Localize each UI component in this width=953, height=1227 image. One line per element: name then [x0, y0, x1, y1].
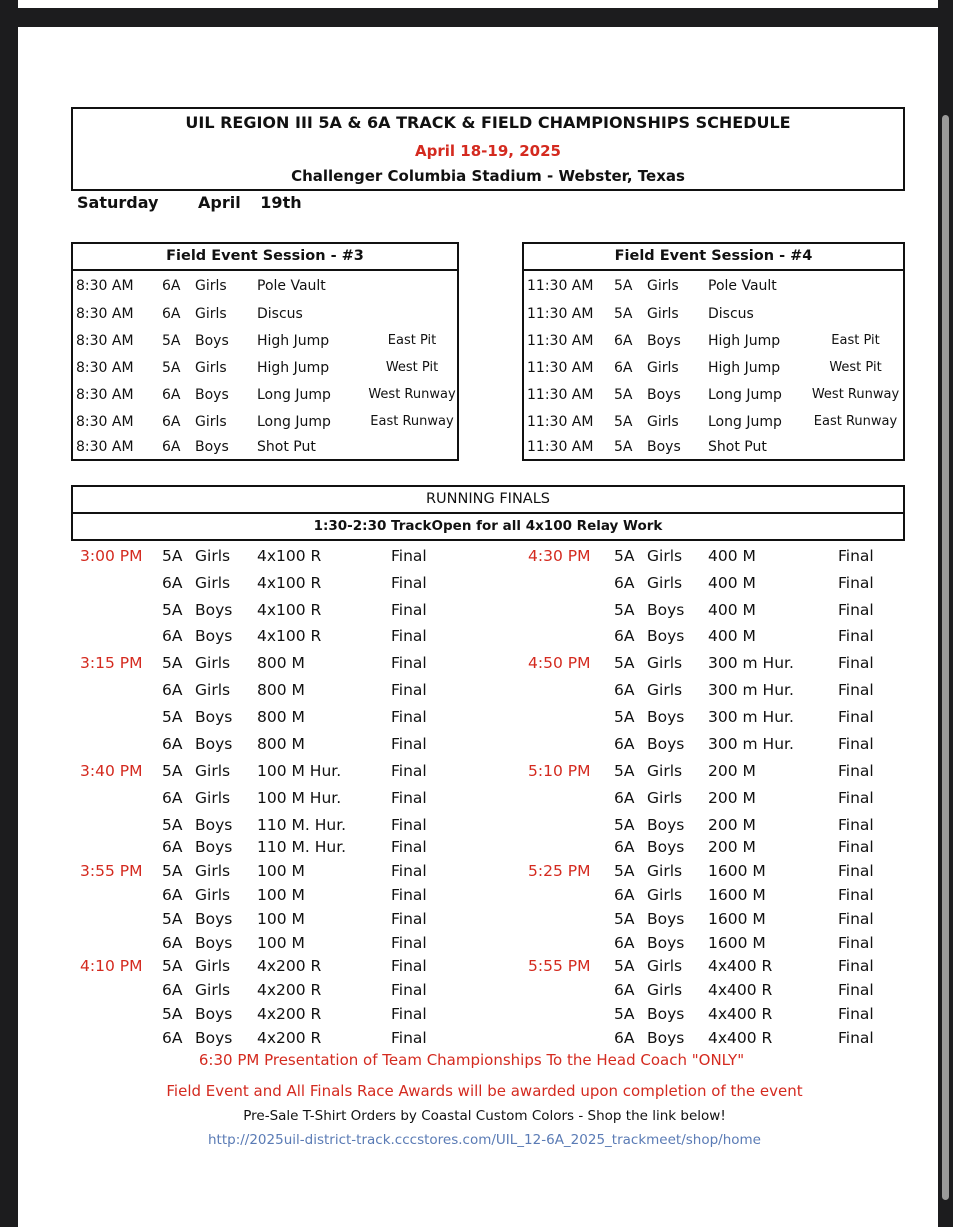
race-round: Final — [838, 627, 874, 645]
race-time: 4:10 PM — [80, 957, 143, 975]
event-class: 5A — [162, 360, 181, 376]
race-class: 6A — [162, 886, 183, 904]
race-round: Final — [391, 934, 427, 952]
field-session-title: Field Event Session - #3 — [166, 248, 364, 264]
race-round: Final — [838, 957, 874, 975]
race-time: 3:15 PM — [80, 654, 143, 672]
race-round: Final — [838, 910, 874, 928]
event-class: 5A — [162, 333, 181, 349]
event-gender: Girls — [195, 414, 227, 430]
race-event: 300 m Hur. — [708, 735, 794, 753]
running-event-row — [0, 957, 953, 975]
race-event: 200 M — [708, 789, 756, 807]
race-gender: Boys — [647, 601, 685, 619]
event-venue: Challenger Columbia Stadium - Webster, Texas — [291, 167, 685, 185]
awards-note: Field Event and All Finals Race Awards will be awarded upon completion of the event — [166, 1082, 803, 1100]
race-event: 200 M — [708, 816, 756, 834]
running-event-row — [0, 934, 953, 952]
event-class: 6A — [162, 278, 181, 294]
race-round: Final — [391, 1005, 427, 1023]
race-class: 5A — [614, 762, 635, 780]
race-gender: Girls — [195, 886, 231, 904]
race-gender: Girls — [195, 681, 231, 699]
race-round: Final — [838, 934, 874, 952]
race-event: 100 M — [257, 910, 305, 928]
race-gender: Boys — [195, 1029, 233, 1047]
field-event-row — [73, 333, 457, 351]
race-round: Final — [838, 886, 874, 904]
race-class: 5A — [614, 654, 635, 672]
race-class: 6A — [614, 681, 635, 699]
event-class: 6A — [162, 387, 181, 403]
event-time: 8:30 AM — [76, 387, 134, 403]
race-class: 6A — [614, 934, 635, 952]
field-session-title: Field Event Session - #4 — [614, 248, 813, 264]
running-event-row — [0, 547, 953, 565]
race-round: Final — [838, 762, 874, 780]
event-time: 8:30 AM — [76, 306, 134, 322]
race-round: Final — [838, 1029, 874, 1047]
race-gender: Boys — [195, 816, 233, 834]
event-time: 8:30 AM — [76, 278, 134, 294]
race-event: 800 M — [257, 708, 305, 726]
race-round: Final — [838, 789, 874, 807]
race-class: 6A — [162, 981, 183, 999]
race-class: 6A — [162, 627, 183, 645]
race-event: 4x200 R — [257, 1005, 322, 1023]
field-event-row — [73, 306, 457, 324]
race-round: Final — [391, 681, 427, 699]
race-round: Final — [838, 574, 874, 592]
race-gender: Girls — [647, 574, 683, 592]
race-gender: Girls — [647, 681, 683, 699]
race-gender: Boys — [195, 708, 233, 726]
event-gender: Boys — [647, 333, 681, 349]
race-event: 300 m Hur. — [708, 681, 794, 699]
race-gender: Girls — [195, 862, 231, 880]
event-name: Long Jump — [257, 387, 331, 403]
event-class: 6A — [162, 439, 181, 455]
race-round: Final — [391, 789, 427, 807]
running-event-row — [0, 601, 953, 619]
event-time: 11:30 AM — [527, 439, 594, 455]
race-gender: Boys — [647, 708, 685, 726]
event-location: West Runway — [811, 387, 900, 402]
race-class: 5A — [614, 1005, 635, 1023]
event-location: East Runway — [813, 414, 898, 429]
event-class: 6A — [614, 360, 633, 376]
race-event: 300 m Hur. — [708, 654, 794, 672]
race-event: 110 M. Hur. — [257, 838, 347, 856]
running-event-row — [0, 735, 953, 753]
event-class: 5A — [614, 278, 633, 294]
running-event-row — [0, 762, 953, 780]
race-gender: Girls — [195, 574, 231, 592]
race-class: 5A — [162, 601, 183, 619]
race-class: 6A — [162, 574, 183, 592]
race-class: 5A — [162, 1005, 183, 1023]
race-class: 6A — [162, 789, 183, 807]
event-location: East Pit — [831, 333, 880, 348]
event-name: High Jump — [257, 333, 330, 349]
race-class: 5A — [162, 762, 183, 780]
race-event: 4x400 R — [708, 1029, 773, 1047]
race-event: 4x100 R — [257, 627, 322, 645]
event-gender: Girls — [195, 278, 227, 294]
event-name: High Jump — [257, 360, 330, 376]
schedule-title: UIL REGION III 5A & 6A TRACK & FIELD CHAMPIONSHIPS SCHEDULE — [185, 113, 791, 132]
race-class: 5A — [614, 601, 635, 619]
running-event-row — [0, 789, 953, 807]
event-time: 8:30 AM — [76, 414, 134, 430]
event-gender: Boys — [195, 333, 229, 349]
race-round: Final — [838, 981, 874, 999]
race-round: Final — [391, 862, 427, 880]
event-name: Discus — [708, 306, 754, 322]
race-time: 3:00 PM — [80, 547, 143, 565]
race-class: 5A — [614, 862, 635, 880]
field-event-row — [524, 306, 903, 324]
race-gender: Girls — [195, 654, 231, 672]
race-event: 4x200 R — [257, 981, 322, 999]
event-name: Long Jump — [708, 387, 782, 403]
event-name: Pole Vault — [257, 278, 326, 294]
event-class: 5A — [614, 387, 633, 403]
race-event: 1600 M — [708, 886, 766, 904]
race-class: 5A — [614, 708, 635, 726]
field-session-4-table — [522, 242, 905, 461]
event-gender: Girls — [647, 278, 679, 294]
event-time: 8:30 AM — [76, 333, 134, 349]
race-event: 4x200 R — [257, 1029, 322, 1047]
race-class: 5A — [162, 816, 183, 834]
field-event-row — [524, 278, 903, 296]
race-class: 5A — [162, 910, 183, 928]
event-time: 11:30 AM — [527, 387, 594, 403]
race-class: 6A — [614, 981, 635, 999]
race-class: 5A — [162, 547, 183, 565]
running-event-row — [0, 1029, 953, 1047]
event-gender: Boys — [647, 439, 681, 455]
race-gender: Girls — [647, 762, 683, 780]
race-time: 5:10 PM — [528, 762, 591, 780]
field-event-row — [73, 439, 457, 457]
event-name: High Jump — [708, 360, 781, 376]
race-class: 6A — [614, 574, 635, 592]
race-time: 5:55 PM — [528, 957, 591, 975]
race-round: Final — [391, 574, 427, 592]
race-round: Final — [391, 735, 427, 753]
race-round: Final — [838, 816, 874, 834]
race-gender: Boys — [647, 627, 685, 645]
previous-page-edge — [18, 0, 938, 8]
field-event-row — [524, 360, 903, 378]
race-round: Final — [838, 838, 874, 856]
race-event: 4x100 R — [257, 601, 322, 619]
field-event-row — [73, 414, 457, 432]
race-class: 5A — [162, 862, 183, 880]
race-event: 100 M — [257, 862, 305, 880]
presentation-note: 6:30 PM Presentation of Team Championships To the Head Coach "ONLY" — [198, 1051, 745, 1069]
race-class: 6A — [614, 886, 635, 904]
race-event: 300 m Hur. — [708, 708, 794, 726]
race-round: Final — [391, 547, 427, 565]
race-round: Final — [391, 886, 427, 904]
race-class: 6A — [162, 1029, 183, 1047]
race-gender: Boys — [647, 1005, 685, 1023]
race-round: Final — [391, 762, 427, 780]
race-event: 4x100 R — [257, 547, 322, 565]
race-gender: Boys — [195, 627, 233, 645]
race-gender: Girls — [647, 789, 683, 807]
race-event: 400 M — [708, 547, 756, 565]
race-gender: Girls — [647, 547, 683, 565]
race-gender: Boys — [647, 838, 685, 856]
race-event: 1600 M — [708, 862, 766, 880]
field-event-row — [524, 333, 903, 351]
race-class: 6A — [162, 681, 183, 699]
event-time: 11:30 AM — [527, 414, 594, 430]
race-event: 200 M — [708, 838, 756, 856]
event-time: 11:30 AM — [527, 306, 594, 322]
race-event: 1600 M — [708, 934, 766, 952]
event-name: Long Jump — [257, 414, 331, 430]
event-name: Shot Put — [257, 439, 316, 455]
race-time: 4:30 PM — [528, 547, 591, 565]
event-class: 5A — [614, 414, 633, 430]
field-event-row — [73, 387, 457, 405]
race-class: 6A — [162, 735, 183, 753]
race-event: 100 M Hur. — [257, 762, 342, 780]
race-class: 6A — [614, 789, 635, 807]
running-event-row — [0, 654, 953, 672]
event-name: Discus — [257, 306, 303, 322]
relay-work-note: 1:30-2:30 TrackOpen for all 4x100 Relay Work — [313, 518, 663, 534]
race-gender: Boys — [195, 735, 233, 753]
field-event-row — [524, 387, 903, 405]
race-class: 5A — [614, 816, 635, 834]
month: April — [198, 193, 241, 212]
running-event-row — [0, 886, 953, 904]
event-name: Pole Vault — [708, 278, 777, 294]
race-gender: Boys — [195, 1005, 233, 1023]
race-event: 400 M — [708, 601, 756, 619]
race-class: 6A — [162, 934, 183, 952]
running-event-row — [0, 627, 953, 645]
race-event: 100 M — [257, 886, 305, 904]
race-event: 4x400 R — [708, 957, 773, 975]
race-gender: Boys — [647, 910, 685, 928]
race-gender: Girls — [195, 762, 231, 780]
tshirt-note: Pre-Sale T-Shirt Orders by Coastal Custom Colors - Shop the link below! — [243, 1108, 726, 1124]
event-gender: Girls — [195, 360, 227, 376]
race-gender: Girls — [195, 957, 231, 975]
event-location: West Runway — [368, 387, 456, 402]
race-time: 4:50 PM — [528, 654, 591, 672]
title-box — [71, 107, 905, 191]
race-event: 4x200 R — [257, 957, 322, 975]
race-round: Final — [391, 910, 427, 928]
race-event: 4x400 R — [708, 981, 773, 999]
event-gender: Boys — [195, 387, 229, 403]
event-time: 11:30 AM — [527, 278, 594, 294]
race-round: Final — [391, 601, 427, 619]
race-round: Final — [391, 627, 427, 645]
race-class: 5A — [614, 547, 635, 565]
race-time: 5:25 PM — [528, 862, 591, 880]
event-class: 6A — [614, 333, 633, 349]
race-class: 5A — [162, 957, 183, 975]
event-name: High Jump — [708, 333, 781, 349]
race-gender: Boys — [647, 735, 685, 753]
race-gender: Boys — [647, 1029, 685, 1047]
event-dates: April 18-19, 2025 — [415, 142, 561, 160]
race-round: Final — [391, 708, 427, 726]
event-location: East Pit — [387, 333, 437, 348]
event-time: 8:30 AM — [76, 439, 134, 455]
race-event: 800 M — [257, 654, 305, 672]
race-gender: Boys — [647, 934, 685, 952]
race-class: 6A — [614, 735, 635, 753]
race-gender: Boys — [195, 601, 233, 619]
event-time: 8:30 AM — [76, 360, 134, 376]
race-round: Final — [391, 816, 427, 834]
event-name: Long Jump — [708, 414, 782, 430]
race-class: 6A — [614, 627, 635, 645]
race-event: 100 M Hur. — [257, 789, 342, 807]
race-round: Final — [838, 862, 874, 880]
race-gender: Girls — [647, 981, 683, 999]
race-gender: Girls — [647, 886, 683, 904]
race-round: Final — [838, 735, 874, 753]
event-location: West Pit — [385, 360, 439, 375]
day-label — [77, 193, 302, 212]
running-event-row — [0, 981, 953, 999]
running-event-row — [0, 708, 953, 726]
race-event: 1600 M — [708, 910, 766, 928]
race-event: 400 M — [708, 627, 756, 645]
race-event: 4x100 R — [257, 574, 322, 592]
event-gender: Boys — [195, 439, 229, 455]
event-time: 11:30 AM — [527, 333, 594, 349]
race-gender: Boys — [195, 910, 233, 928]
race-gender: Boys — [195, 934, 233, 952]
running-event-row — [0, 574, 953, 592]
shop-link[interactable]: http://2025uil-district-track.cccstores.com/UIL_12-6A_2025_trackmeet/shop/home — [207, 1132, 761, 1148]
race-round: Final — [838, 601, 874, 619]
race-round: Final — [391, 981, 427, 999]
race-class: 5A — [162, 654, 183, 672]
running-event-row — [0, 910, 953, 928]
field-session-3-table — [71, 242, 459, 461]
race-event: 800 M — [257, 735, 305, 753]
race-round: Final — [838, 681, 874, 699]
race-round: Final — [838, 708, 874, 726]
race-event: 100 M — [257, 934, 305, 952]
running-event-row — [0, 681, 953, 699]
weekday: Saturday — [77, 193, 159, 212]
event-location: East Runway — [370, 414, 454, 429]
event-gender: Girls — [647, 414, 679, 430]
running-event-row — [0, 1005, 953, 1023]
race-gender: Girls — [195, 789, 231, 807]
running-event-row — [0, 816, 953, 834]
race-round: Final — [391, 838, 427, 856]
field-event-row — [73, 278, 457, 296]
race-gender: Girls — [647, 654, 683, 672]
event-time: 11:30 AM — [527, 360, 594, 376]
race-round: Final — [391, 654, 427, 672]
event-class: 5A — [614, 306, 633, 322]
event-location: West Pit — [829, 360, 882, 375]
event-class: 5A — [614, 439, 633, 455]
running-event-row — [0, 838, 953, 856]
race-gender: Boys — [195, 838, 233, 856]
race-gender: Girls — [195, 547, 231, 565]
race-event: 110 M. Hur. — [257, 816, 347, 834]
event-name: Shot Put — [708, 439, 767, 455]
running-event-row — [0, 862, 953, 880]
race-event: 200 M — [708, 762, 756, 780]
date: 19th — [260, 193, 302, 212]
event-class: 6A — [162, 414, 181, 430]
event-gender: Girls — [195, 306, 227, 322]
running-finals-header — [71, 485, 905, 541]
race-round: Final — [391, 1029, 427, 1047]
race-event: 4x400 R — [708, 1005, 773, 1023]
race-round: Final — [391, 957, 427, 975]
race-round: Final — [838, 547, 874, 565]
race-event: 400 M — [708, 574, 756, 592]
event-gender: Girls — [647, 306, 679, 322]
running-finals-title: RUNNING FINALS — [425, 491, 550, 507]
field-event-row — [524, 439, 903, 457]
event-gender: Girls — [647, 360, 679, 376]
race-event: 800 M — [257, 681, 305, 699]
race-class: 6A — [614, 1029, 635, 1047]
race-class: 6A — [614, 838, 635, 856]
race-class: 5A — [162, 708, 183, 726]
race-gender: Girls — [647, 862, 683, 880]
race-class: 5A — [614, 910, 635, 928]
race-class: 6A — [162, 838, 183, 856]
race-time: 3:40 PM — [80, 762, 143, 780]
race-gender: Girls — [647, 957, 683, 975]
race-round: Final — [838, 1005, 874, 1023]
race-round: Final — [838, 654, 874, 672]
event-class: 6A — [162, 306, 181, 322]
race-class: 5A — [614, 957, 635, 975]
race-time: 3:55 PM — [80, 862, 143, 880]
field-event-row — [73, 360, 457, 378]
race-gender: Girls — [195, 981, 231, 999]
field-event-row — [524, 414, 903, 432]
event-gender: Boys — [647, 387, 681, 403]
race-gender: Boys — [647, 816, 685, 834]
